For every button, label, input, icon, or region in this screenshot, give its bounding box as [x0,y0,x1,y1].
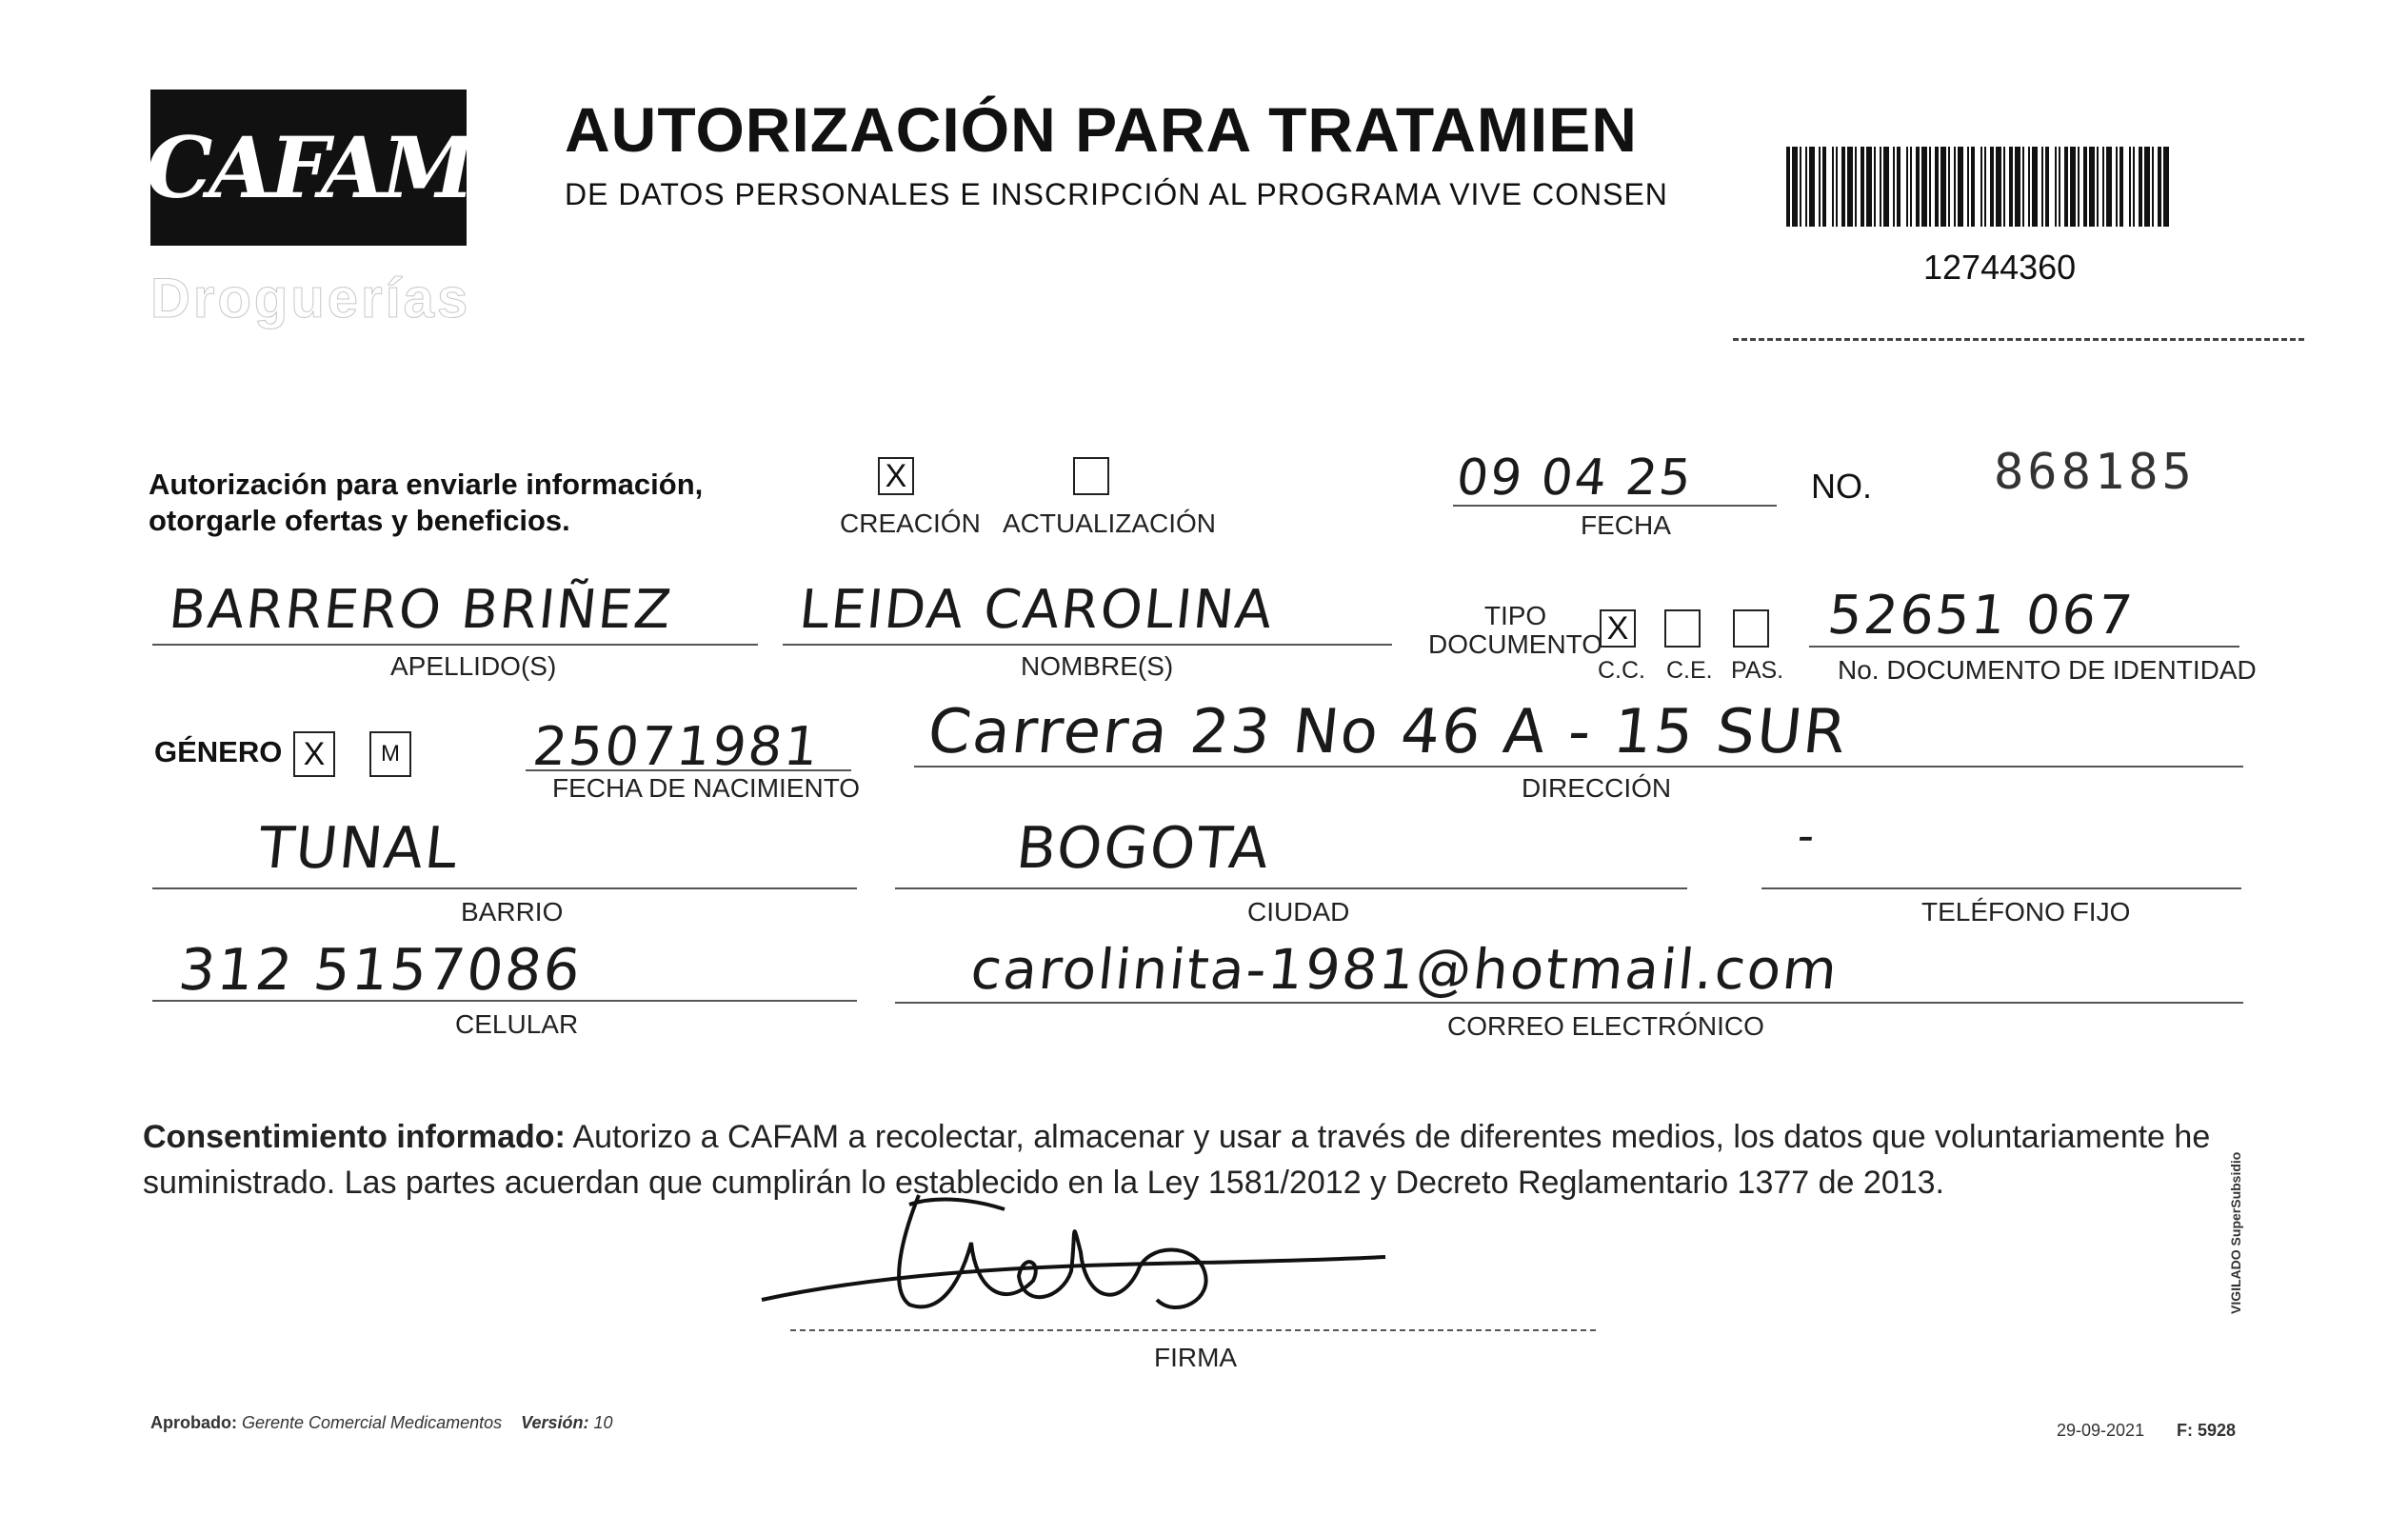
signature [757,1186,1404,1338]
barcode-number: 12744360 [1923,248,2077,287]
fecha-label: FECHA [1581,510,1671,540]
cc-mark: X [1606,609,1629,647]
documento-line [1809,646,2239,648]
correo-label: CORREO ELECTRÓNICO [1447,1011,1764,1041]
consent-title: Consentimiento informado: [143,1119,566,1155]
aprobado-label: Aprobado: [150,1413,237,1432]
nacimiento-label: FECHA DE NACIMIENTO [552,773,861,803]
direccion-line [914,766,2243,767]
direccion-value: Carrera 23 No 46 A - 15 SUR [925,697,1852,767]
gender-f-mark: X [303,735,326,772]
ce-label: C.E. [1666,657,1713,684]
version-value: 10 [593,1413,613,1432]
nacimiento-value: 25071981 [529,716,824,778]
creacion-label: CREACIÓN [840,508,981,538]
tipo-label-line1: TIPO [1483,601,1547,630]
firma-label: FIRMA [1154,1343,1238,1372]
actualizacion-checkbox[interactable] [1073,457,1109,495]
nombres-line [783,644,1392,646]
telefono-line [1761,887,2241,889]
telefono-label: TELÉFONO FIJO [1921,897,2131,927]
celular-label: CELULAR [455,1009,579,1039]
documento-label: No. DOCUMENTO DE IDENTIDAD [1838,655,2257,685]
authorization-line-1: Autorización para enviarle información, [149,468,704,501]
gender-m-checkbox[interactable] [369,731,411,777]
consent-text: Autorizo a CAFAM a recolectar, almacenar y usar a través de diferentes medios, los datos que voluntariamente he suministrado. Las partes acuerdan que cumplirán lo establecido en la Ley 1581/2012 y Decreto Reglamentario 1377 de 2013. [143,1119,2211,1201]
correo-line [895,1002,2243,1004]
ciudad-label: CIUDAD [1247,897,1350,927]
tipo-documento-label [1428,602,1602,659]
cafam-logo [146,90,471,246]
apellidos-label: APELLIDO(S) [390,651,557,681]
genero-label: GÉNERO [154,735,283,768]
correo-value: carolinita-1981@hotmail.com [967,937,1842,1002]
barcode [1786,147,2169,227]
nombres-value: LEIDA CAROLINA [796,579,1278,641]
ce-checkbox[interactable] [1664,609,1701,648]
aprobado-value: Gerente Comercial Medicamentos [242,1413,503,1432]
version-label: Versión: [521,1413,589,1432]
form-title: AUTORIZACIÓN PARA TRATAMIEN [565,94,1638,165]
barrio-line [152,887,857,889]
authorization-text [149,467,703,539]
no-label: NO. [1811,467,1873,506]
actualizacion-label: ACTUALIZACIÓN [1003,508,1217,538]
nombres-label: NOMBRE(S) [1021,651,1174,681]
barrio-label: BARRIO [461,897,564,927]
pas-label: PAS. [1731,657,1784,684]
fecha-value: 09 04 25 [1453,449,1696,507]
celular-value: 312 5157086 [175,937,586,1004]
celular-line [152,1000,857,1002]
barrio-value: TUNAL [255,815,463,882]
ciudad-value: BOGOTA [1013,815,1274,882]
creacion-mark: X [885,457,907,494]
form-subtitle: DE DATOS PERSONALES E INSCRIPCIÓN AL PROGRAMA VIVE CONSEN [565,177,1668,211]
logo-subtitle: Droguerías [150,268,471,329]
no-value: 868185 [1994,444,2196,501]
documento-value: 52651 067 [1824,585,2138,647]
telefono-value: - [1795,809,1820,863]
creacion-checkbox[interactable] [878,457,914,495]
logo-text: CAFAM [146,118,471,217]
firma-line [790,1329,1596,1331]
vigilado-label: VIGILADO SuperSubsidio [2228,1151,2243,1314]
footer-approved [150,1413,613,1433]
ciudad-line [895,887,1687,889]
direccion-label: DIRECCIÓN [1522,773,1672,803]
header-divider [1733,338,2304,341]
footer-code: F: 5928 [2177,1421,2237,1440]
fecha-line [1453,505,1777,507]
gender-m-label: M [381,741,400,767]
apellidos-line [152,644,758,646]
authorization-line-2: otorgarle ofertas y beneficios. [149,504,570,537]
cc-label: C.C. [1598,657,1645,684]
footer-date: 29-09-2021 [2057,1421,2145,1440]
nacimiento-line [526,769,851,771]
pas-checkbox[interactable] [1733,609,1769,648]
cc-checkbox[interactable] [1600,609,1636,648]
gender-f-checkbox[interactable] [293,731,335,777]
tipo-label-line2: DOCUMENTO [1428,629,1603,659]
apellidos-value: BARRERO BRIÑEZ [166,579,676,641]
